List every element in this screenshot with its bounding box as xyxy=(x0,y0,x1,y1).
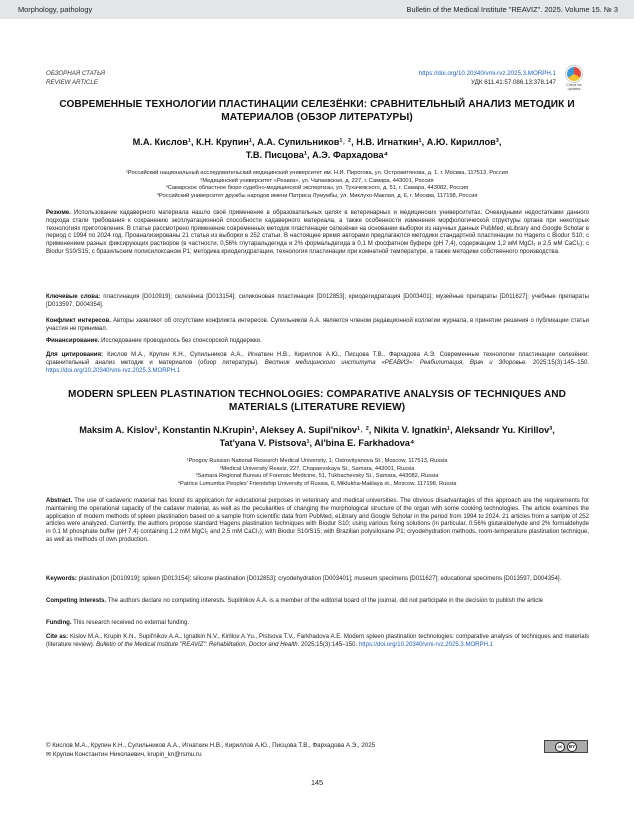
funding-ru-label: Финансирование. xyxy=(46,338,100,344)
authors-en-line2: Tat'yana V. Pistsova¹, Al'bina E. Farkhadova⁴ xyxy=(219,438,415,448)
affil-en-2: ²Medical University Reaviz, 227, Chapaevskaya St., Samara, 443001, Russia xyxy=(219,465,415,472)
conflict-en-label: Competing interests. xyxy=(46,598,107,604)
keywords-ru-text: пластинация [D010919]; селезёнка [D013154]; силиконовая пластинация [D012853]; криодегидратация [D003401]; музейные препараты [D011627]; учебные препараты [D013597, D004354]. xyxy=(46,294,589,308)
citation-en xyxy=(46,634,589,650)
funding-ru xyxy=(46,338,589,346)
doi-link[interactable]: https://doi.org/10.20340/vmi-rvz.2025.3.MORPH.1 xyxy=(418,70,556,77)
authors-en xyxy=(40,424,594,450)
page-number: 145 xyxy=(311,778,323,787)
footer xyxy=(46,742,476,759)
funding-en-text: This research received no external funding. xyxy=(73,620,190,626)
conflict-en-text: The authors declare no competing interests. Supilnikov A.A. is a member of the editorial board of the journal, did not participate in the decision to publish the article xyxy=(107,598,544,604)
funding-en xyxy=(46,620,589,628)
cite-ru-label: Для цитирования: xyxy=(46,352,104,358)
cite-en-label: Cite as: xyxy=(46,634,69,640)
citation-ru xyxy=(46,352,589,375)
header-journal: Bulletin of the Medical Institute "REAVIZ". 2025. Volume 15. № 3 xyxy=(406,5,618,14)
contact-line: ✉ Крупин Константин Николаевич, krupin_kn@rsmu.ru xyxy=(46,750,202,758)
authors-ru-line2: Т.В. Писцова¹, А.Э. Фархадова⁴ xyxy=(245,150,389,160)
cite-en-text: Kislov M.A., Krupin K.N., Supil'nikov A.A., Ignatkin N.V., Kirillov A.Yu., Pistsova T.V., Farkhadova A.E. Modern spleen plastination technologies: comparative analysis of techniques and materials (literature review). xyxy=(46,634,590,648)
abstract-en-label: Abstract. xyxy=(46,498,73,504)
title-en: MODERN SPLEEN PLASTINATION TECHNOLOGIES: COMPARATIVE ANALYSIS OF TECHNIQUES AND MATERIALS (LITERATURE REVIEW) xyxy=(67,389,567,413)
cite-ru-doi-link[interactable]: https://doi.org/10.20340/vmi-rvz.2025.3.MORPH.1 xyxy=(46,367,181,374)
abstract-ru-label: Резюме. xyxy=(46,210,71,216)
keywords-en-label: Keywords: xyxy=(46,576,77,582)
conflict-ru xyxy=(46,318,589,334)
copyright-line: © Кислов М.А., Крупин К.Н., Супильников А.А., Игнаткин Н.В., Кириллов А.Ю., Писцова Т.В., Фархадова А.Э., 2025 xyxy=(46,742,376,749)
keywords-en xyxy=(46,576,589,584)
keywords-ru xyxy=(46,294,589,310)
affiliations-ru xyxy=(40,170,594,201)
cc-by-license-badge[interactable] xyxy=(544,740,588,753)
keywords-ru-label: Ключевые слова: xyxy=(46,294,101,300)
crossmark-icon xyxy=(566,66,582,82)
authors-ru-line1: М.А. Кислов¹, К.Н. Крупин¹, А.А. Супильников¹˒ ², Н.В. Игнаткин¹, А.Ю. Кириллов³, xyxy=(132,137,502,147)
cite-en-doi-link[interactable]: https://doi.org/10.20340/vmi-rvz.2025.3.MORPH.1 xyxy=(358,641,493,648)
by-icon: BY xyxy=(567,742,577,752)
affil-en-1: ¹Pirogov Russian National Research Medical University, 1, Ostrovityanova St., Moscow, 117513, Russia xyxy=(186,458,448,464)
keywords-en-text: plastination [D010919]; spleen [D013154]; silicone plastination [D012853]; cryodehydration [D003401]; museum specimens [D011627]; educational specimens [D013597, D004354]. xyxy=(78,576,562,582)
crossmark-label: Check for updates xyxy=(566,83,582,91)
cite-en-tail: 2025;15(3):145–150. xyxy=(301,641,358,648)
cite-ru-text: Кислов М.А., Крупин К.Н., Супильников А.А., Игнаткин Н.В., Кириллов А.Ю., Писцова Т.В., Фархадова А.Э. Современные технологии пластинации селезёнки: сравнительный анализ методик и материалов (обзор литературы). xyxy=(46,352,589,366)
article-type-ru: ОБЗОРНАЯ СТАТЬЯ xyxy=(46,70,105,77)
cc-icon: cc xyxy=(555,742,565,752)
conflict-en xyxy=(46,598,589,606)
cite-en-journal: Bulletin of the Medical Institute "REAVIZ": Rehabilitation, Doctor and Health. xyxy=(96,641,300,648)
affil-en-3: ³Samara Regional Bureau of Forensic Medicine, 51, Tukhachevsky St., Samara, 443082, Russia xyxy=(195,473,439,480)
funding-en-label: Funding. xyxy=(46,620,72,626)
udc-code: УДК 611.41:57.086.13:378.147 xyxy=(471,78,556,86)
article-type-en: REVIEW ARTICLE xyxy=(46,78,98,86)
abstract-en xyxy=(46,498,589,545)
abstract-en-text: The use of cadaveric material has found its application for educational purposes in veterinary and medical universities. The obvious disadvantages of this approach are the requirements for maintaining the operational capacity of the cadaver material, as well as the peculiarities of changing the morphological structure of the organ with some cooking technologies. The article examines the application of modern methods of spleen plastination based on a sample from scientific data from PubMed, eLibrary and Google Scholar in the period from 1994 to 2024. 21 articles from a sample of 252 articles were analyzed. Currently, the authors propose standard Hagens plastination techniques with Biodur S10; using various fixing solutions (in particular, 0.56% glutaraldehyde and 2% formaldehyde in 0.1 M phosphate buffer (pH 7.4) containing 1.2 mM MgCl₂ and 2.5 mM CaCl₂); with Biodur S10/S15; with Brazilian polysiloxane P1; cryodehydration methods, room-temperature plastination technique, as well as methods of own production. xyxy=(46,498,589,543)
affil-ru-4: ⁴Российский университет дружбы народов имени Патриса Лумумбы, ул. Миклухо-Маклая, д. 6, г. Москва, 117198, Россия xyxy=(156,193,478,200)
affil-en-4: ⁴Patrice Lumumba Peoples' Friendship University of Russia, 6, Miklukha-Maklaya st., Moscow, 117198, Russia xyxy=(177,481,457,488)
funding-ru-text: Исследование проводилось без спонсорской поддержки. xyxy=(101,338,262,344)
title-ru: СОВРЕМЕННЫЕ ТЕХНОЛОГИИ ПЛАСТИНАЦИИ СЕЛЕЗЁНКИ: СРАВНИТЕЛЬНЫЙ АНАЛИЗ МЕТОДИК И МАТЕРИАЛОВ (ОБЗОР ЛИТЕРАТУРЫ) xyxy=(59,99,575,123)
affil-ru-2: ²Медицинский университет «Реавиз», ул. Чапаевская, д. 227, г. Самара, 443001, Россия xyxy=(200,177,434,184)
authors-ru xyxy=(40,136,594,162)
cite-ru-tail: 2025;15(3):145–150. xyxy=(532,359,590,366)
header-section: Morphology, pathology xyxy=(18,5,93,14)
conflict-ru-label: Конфликт интересов. xyxy=(46,318,111,324)
running-header xyxy=(0,0,634,19)
cite-ru-journal: Вестник медицинского института «РЕАВИЗ»: Реабилитация, Врач и Здоровье. xyxy=(264,359,527,366)
authors-en-line1: Maksim A. Kislov¹, Konstantin N.Krupin¹, Aleksey A. Supil'nikov¹˒ ², Nikita V. Ignatkin¹, Aleksandr Yu. Kirillov³, xyxy=(79,425,555,435)
affiliations-en xyxy=(40,458,594,489)
crossmark-badge[interactable] xyxy=(562,66,586,92)
abstract-ru xyxy=(46,210,589,257)
conflict-ru-text: Авторы заявляют об отсутствии конфликта интересов. Супильников А.А. является членом редакционной коллегии журнала, в принятии решения о публикации статьи участия не принимал. xyxy=(46,318,589,332)
abstract-ru-text: Использование кадаверного материала нашло своё применение в образовательных целях в ветеринарных и медицинских университетах. Очевидными недостатками данного подхода стали требования к сохранению эксплуатационной способности кадаверного материала, а также особенности изменения морфологической структуры органа при некоторых технологиях приготовления. В статье рассмотрено применение современных методик пластинации селезёнки на основании выборки из научных данных PubMed, eLibrary and Google Scholar в период с 1994 по 2024 год. Проанализированы 21 статья из выборки в 252 статьи. В настоящее время авторами предлагаются методики стандартной пластинации по Hagens с Biodur S10; с применением разных фиксирующих растворов (в частности, 0,56% глутаральдегида и 2% формальдегида в 0,1 M фосфатном буфере (pH 7,4), содержащем 1,2 мМ MgCl₂ и 2,5 мМ CaCl₂); с Biodur S10/S15; с бразильским полисилоксаном P1; методика криодегидратации, технология пластинации при комнатной температуре, а также методики собственного производства. xyxy=(46,210,589,255)
affil-ru-3: ³Самарское областное бюро судебно-медицинской экспертизы, ул. Тухачевского, д. 51, г. Самара, 443082, Россия xyxy=(165,185,469,192)
affil-ru-1: ¹Российский национальный исследовательский медицинский университет им. Н.И. Пирогова, ул. Островитянова, д. 1, г. Москва, 117513, Россия xyxy=(126,170,508,176)
